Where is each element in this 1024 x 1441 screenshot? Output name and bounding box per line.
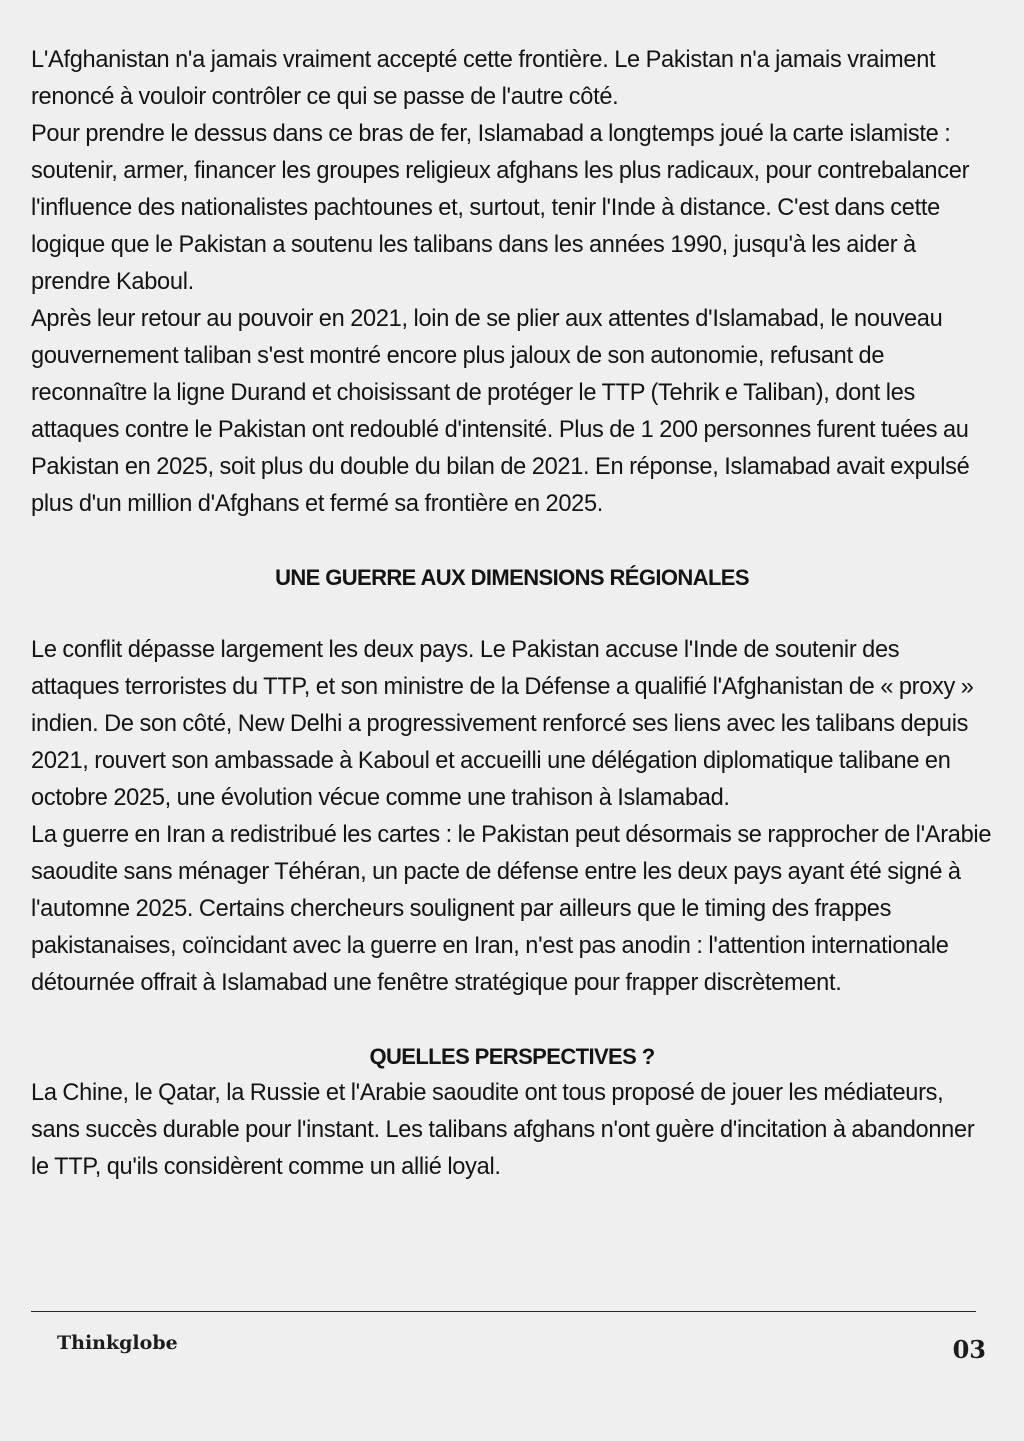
paragraph-islamist-card: Pour prendre le dessus dans ce bras de fer, Islamabad a longtemps joué la carte islamiste : soutenir, armer, financer les groupes religieux afghans les plus radicaux, pour contrebalancer l'influence des nationalistes pachtounes et, surtout, tenir l'Inde à distance. C'est dans cette logique que le Pakistan a soutenu les talibans dans les années 1990, jusqu'à les aider à prendre Kaboul. xyxy=(31,121,970,295)
paragraph-conflict-india: Le conflit dépasse largement les deux pays. Le Pakistan accuse l'Inde de soutenir des attaques terroristes du TTP, et son ministre de la Défense a qualifié l'Afghanistan de « proxy » indien. De son côté, New Delhi a progressivement renforcé ses liens avec les talibans depuis 2021, rouvert son ambassade à Kaboul et accueilli une délégation diplomatique talibane en octobre 2025, une évolution vécue comme une trahison à Islamabad. xyxy=(31,637,974,811)
paragraph-taliban-return: Après leur retour au pouvoir en 2021, loin de se plier aux attentes d'Islamabad, le nouveau gouvernement taliban s'est montré encore plus jaloux de son autonomie, refusant de reconnaître la ligne Durand et choisissant de protéger le TTP (Tehrik e Taliban), dont les attaques contre le Pakistan ont redoublé d'intensité. Plus de 1 200 personnes furent tuées au Pakistan en 2025, soit plus du double du bilan de 2021. En réponse, Islamabad avait expulsé plus d'un million d'Afghans et fermé sa frontière en 2025. xyxy=(31,306,970,517)
footer-brand: Thinkglobe xyxy=(57,1332,178,1354)
footer-divider xyxy=(31,1311,976,1312)
paragraph-iran-war: La guerre en Iran a redistribué les cartes : le Pakistan peut désormais se rapprocher de l'Arabie saoudite sans ménager Téhéran, un pacte de défense entre les deux pays ayant été signé à l'automne 2025. Certains chercheurs soulignent par ailleurs que le timing des frappes pakistanaises, coïncidant avec la guerre en Iran, n'est pas anodin : l'attention internationale détournée offrait à Islamabad une fenêtre stratégique pour frapper discrètement. xyxy=(31,822,992,996)
page-content xyxy=(31,42,993,1186)
section-heading-regional: UNE GUERRE AUX DIMENSIONS RÉGIONALES xyxy=(275,565,749,590)
paragraph-frontier: L'Afghanistan n'a jamais vraiment accepté cette frontière. Le Pakistan n'a jamais vraiment renoncé à vouloir contrôler ce qui se passe de l'autre côté. xyxy=(31,47,936,110)
section-heading-perspectives: QUELLES PERSPECTIVES ? xyxy=(369,1044,655,1069)
page-number: 03 xyxy=(952,1335,986,1364)
paragraph-mediators: La Chine, le Qatar, la Russie et l'Arabie saoudite ont tous proposé de jouer les médiateurs, sans succès durable pour l'instant. Les talibans afghans n'ont guère d'incitation à abandonner le TTP, qu'ils considèrent comme un allié loyal. xyxy=(31,1080,975,1180)
